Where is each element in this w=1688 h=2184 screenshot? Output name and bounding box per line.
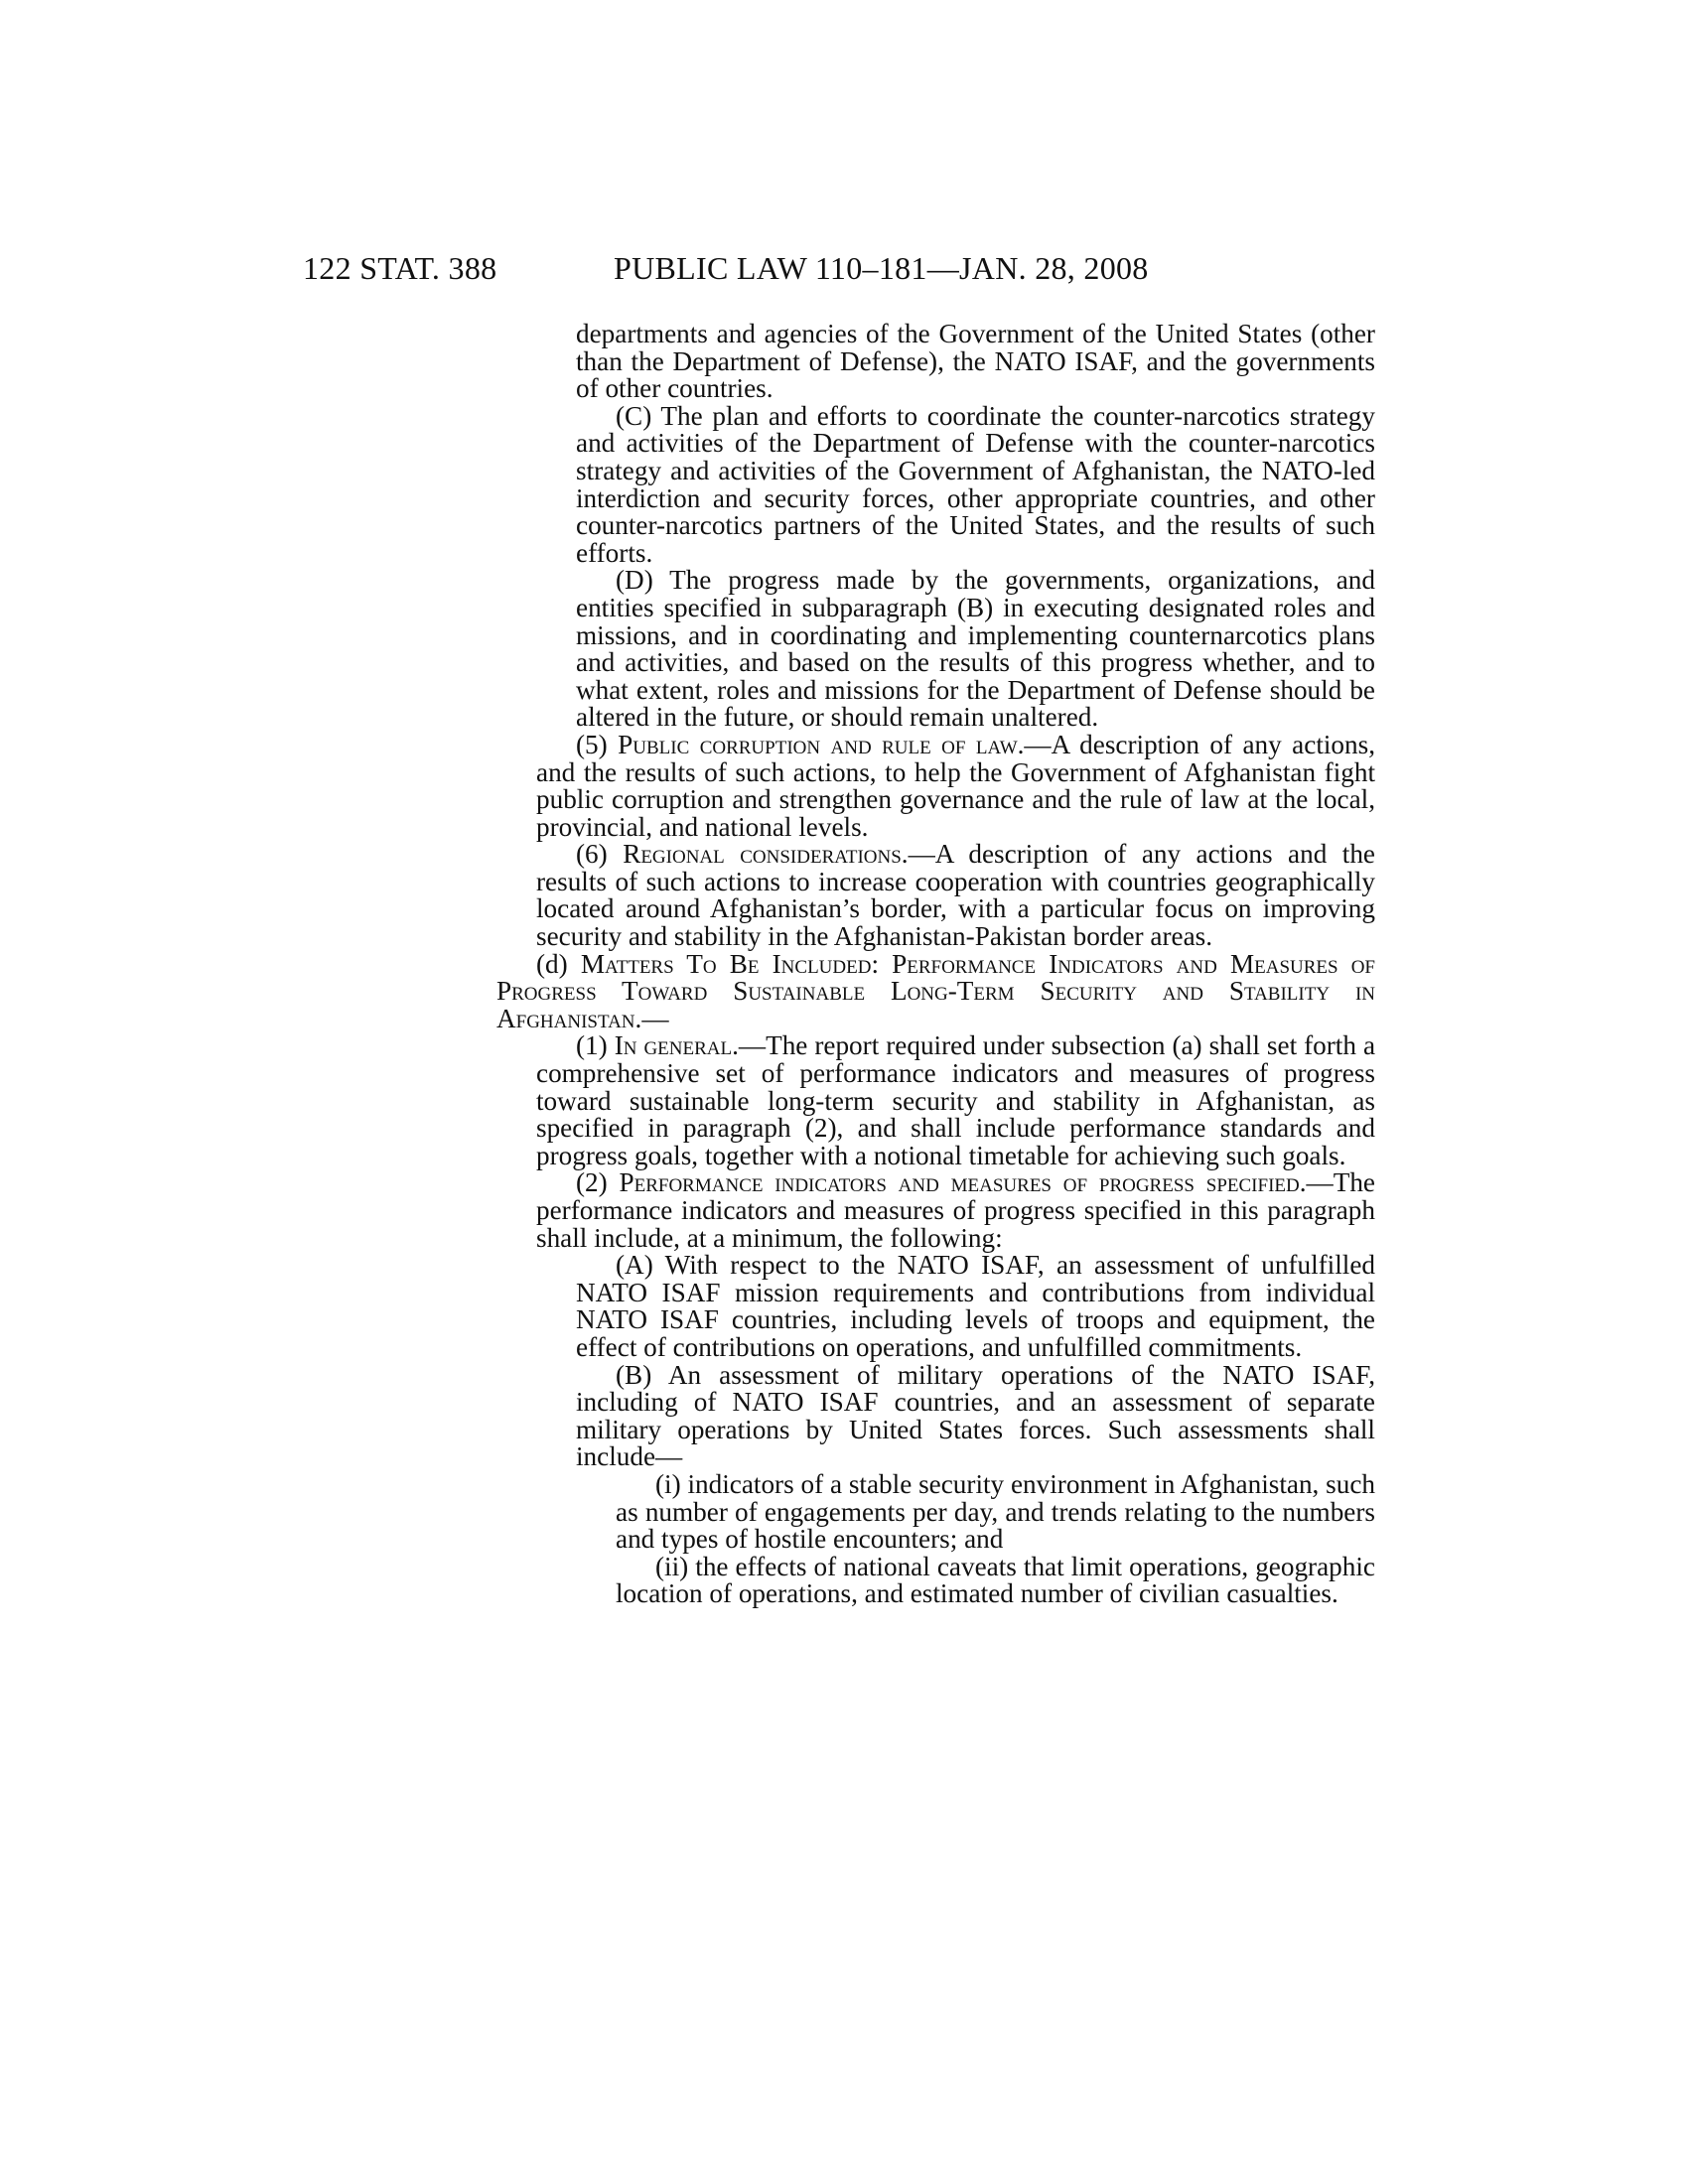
subsection-d-heading: Matters To Be Included: Performance Indicators and Measures of Progress Toward Sustainable Long-Term Security and Stability in Afghanistan. [496,948,1375,1033]
paragraph-2 [496,1169,1375,1252]
clause-ii: (ii) the effects of national caveats that limit operations, geographic location of operations, and estimated number of civilian casualties. [616,1551,1375,1609]
subparagraph-c: (C) The plan and efforts to coordinate the counter-narcotics strategy and activities of the Department of Defense with the counter-narcotics strategy and activities of the Government of Afghanistan, the NATO-led interdiction and security forces, other appropriate countries, and other counter-narcotics partners of the United States, and the results of such efforts. [576,400,1375,568]
subsection-d-dash: — [641,1003,669,1033]
paragraph-6 [496,841,1375,950]
paragraph-continuation: departments and agencies of the Government of the United States (other than the Department of Defense), the NATO ISAF, and the governments of other countries. [576,319,1375,404]
clause-i: (i) indicators of a stable security environment in Afghanistan, such as number of engagements per day, and trends relating to the numbers and types of hostile encounters; and [616,1468,1375,1555]
subparagraph-d: (D) The progress made by the governments, organizations, and entities specified in subparagraph (B) in executing designated roles and missions, and in coordinating and implementing counternarcotics plans and activities, and based on the results of this progress whether, and to what extent, roles and missions for the Department of Defense should be altered in the future, or should remain unaltered. [576,565,1375,733]
paragraph-2-number: (2) [576,1167,608,1198]
subparagraph-b: (B) An assessment of military operations of the NATO ISAF, including of NATO ISAF countries, and an assessment of separate military operations by United States forces. Such assessments shall include— [576,1359,1375,1472]
subparagraph-a: (A) With respect to the NATO ISAF, an assessment of unfulfilled NATO ISAF mission requirements and contributions from individual NATO ISAF countries, including levels of troops and equipment, the effect of contributions on operations, and unfulfilled commitments. [576,1250,1375,1362]
paragraph-6-number: (6) [576,839,608,870]
paragraph-5-heading: Public corruption and rule of law. [618,729,1025,759]
paragraph-5-text: —A description of any actions, and the results of such actions, to help the Government of Afghanistan fight public corruption and strengthen governance and the rule of law at the local, provincial, and national levels. [536,729,1375,842]
paragraph-6-text: —A description of any actions and the results of such actions to increase cooperation with countries geographically located around Afghanistan’s border, with a particular focus on improving security and stability in the Afghanistan-Pakistan border areas. [536,839,1375,952]
paragraph-1-text: —The report required under subsection (a) shall set forth a comprehensive set of performance indicators and measures of progress toward sustainable long-term security and stability in Afghanistan, as specified in paragraph (2), and shall include performance standards and progress goals, together with a notional timetable for achieving such goals. [536,1030,1376,1170]
paragraph-2-text: —The performance indicators and measures of progress specified in this paragraph shall include, at a minimum, the following: [536,1167,1375,1253]
paragraph-6-heading: Regional considerations. [623,839,909,870]
paragraph-1-number: (1) [576,1030,608,1061]
running-head-title: PUBLIC LAW 110–181—JAN. 28, 2008 [614,250,1149,286]
page-stat-citation: 122 STAT. 388 [303,250,497,286]
paragraph-1 [496,1032,1375,1169]
subsection-d [496,948,1375,1033]
paragraph-1-heading: In general. [614,1030,739,1061]
body-text-column [496,321,1375,1608]
paragraph-5-number: (5) [576,729,608,759]
paragraph-2-heading: Performance indicators and measures of progress specified. [619,1167,1307,1198]
paragraph-5 [496,729,1375,842]
subsection-d-number: (d) [536,948,568,979]
